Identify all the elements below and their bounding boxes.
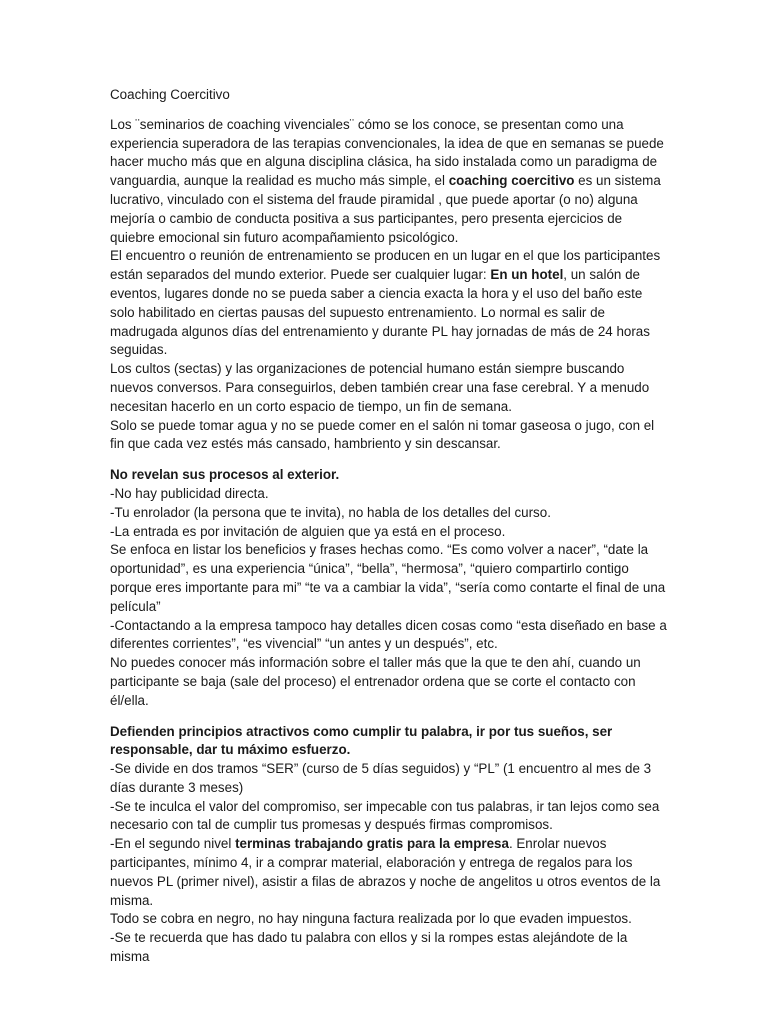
- list-line: [110, 835, 668, 910]
- text-span: Los ¨seminarios de coaching vivenciales¨ cómo se los conoce, se presentan como una experiencia superadora de las terapias convencionales, la idea de que en semanas se puede hacer mucho más que en alguna disciplina clásica, ha sido instalada como un paradigma de vanguardia, aunque la realidad es mucho más simple, el: [110, 116, 664, 189]
- spacer: [110, 454, 668, 466]
- spacer: [110, 711, 668, 723]
- list-line: -Tu enrolador (la persona que te invita), no habla de los detalles del curso.: [110, 504, 551, 520]
- document-title: Coaching Coercitivo: [110, 87, 230, 102]
- list-line: -La entrada es por invitación de alguien que ya está en el proceso.: [110, 523, 506, 539]
- text-span: . Enrolar nuevos participantes, mínimo 4, ir a comprar material, elaboración y entrega de regalos para los nuevos PL (primer nivel), asistir a filas de abrazos y noche de angelitos u otros eventos de la misma.: [110, 836, 661, 908]
- paragraph-water: Solo se puede tomar agua y no se puede comer en el salón ni tomar gaseosa o jugo, con el fin que cada vez estés más cansado, hambriento y sin descansar.: [110, 417, 655, 452]
- list-line: -No hay publicidad directa.: [110, 485, 269, 501]
- bold-text: terminas trabajando gratis para la empresa: [235, 836, 509, 852]
- text-span: , un salón de eventos, lugares donde no se pueda saber a ciencia exacta la hora y el uso del baño este solo habilitado en ciertas pausas del supuesto entrenamiento. Lo normal es salir de madrugada algunos días del entrenamiento y durante PL hay jornadas de más de 24 horas seguidas.: [110, 267, 650, 358]
- text-span: es un sistema lucrativo, vinculado con el sistema del fraude piramidal , que puede aportar (o no) alguna mejoría o cambio de conducta positiva a sus participantes, pero presenta ejercicios de quiebre emocional sin futuro acompañamiento psicológico.: [110, 173, 661, 245]
- paragraph-intro: [110, 116, 668, 248]
- list-line: No puedes conocer más información sobre el taller más que la que te den ahí, cuando un participante se baja (sale del proceso) el entrenador ordena que se corte el contacto con él/ella.: [110, 655, 641, 708]
- list-line: Se enfoca en listar los beneficios y frases hechas como. “Es como volver a nacer”, “date la oportunidad”, es una experiencia “única”, “bella”, “hermosa”, “quiero compartirlo contigo porque eres importante para mi” “te va a cambiar la vida”, “sería como contarte el final de una película”: [110, 542, 666, 614]
- bold-heading: Defienden principios atractivos como cumplir tu palabra, ir por tus sueños, ser responsable, dar tu máximo esfuerzo.: [110, 723, 613, 758]
- bold-heading: No revelan sus procesos al exterior.: [110, 467, 340, 483]
- text-span: El encuentro o reunión de entrenamiento se producen en un lugar en el que los participantes están separados del mundo exterior. Puede ser cualquier lugar:: [110, 248, 661, 283]
- text-span: -En el segundo nivel: [110, 836, 236, 852]
- list-line: Todo se cobra en negro, no hay ninguna factura realizada por lo que evaden impuestos.: [110, 911, 632, 927]
- paragraph-cults: Los cultos (sectas) y las organizaciones de potencial humano están siempre buscando nuevos conversos. Para conseguirlos, deben también crear una fase cerebral. Y a menudo necesitan hacerlo en un corto espacio de tiempo, un fin de semana.: [110, 361, 650, 414]
- list-line: -Se divide en dos tramos “SER” (curso de 5 días seguidos) y “PL” (1 encuentro al mes de 3 días durante 3 meses): [110, 761, 652, 795]
- list-line: -Se te recuerda que has dado tu palabra con ellos y si la rompes estas alejándote de la misma: [110, 930, 628, 965]
- section-heading-secrecy: [110, 466, 668, 485]
- bold-text: En un hotel: [490, 267, 564, 283]
- section-heading-principles: [110, 723, 668, 761]
- list-line: -Se te inculca el valor del compromiso, ser impecable con tus palabras, ir tan lejos como sea necesario con tal de cumplir tus promesas y después firmas compromisos.: [110, 798, 660, 833]
- bold-text: coaching coercitivo: [448, 173, 575, 189]
- list-line: -Contactando a la empresa tampoco hay detalles dicen cosas como “esta diseñado en base a diferentes corrientes”, “es vivencial” “un antes y un después”, etc.: [110, 617, 667, 652]
- paragraph-venue: [110, 247, 668, 360]
